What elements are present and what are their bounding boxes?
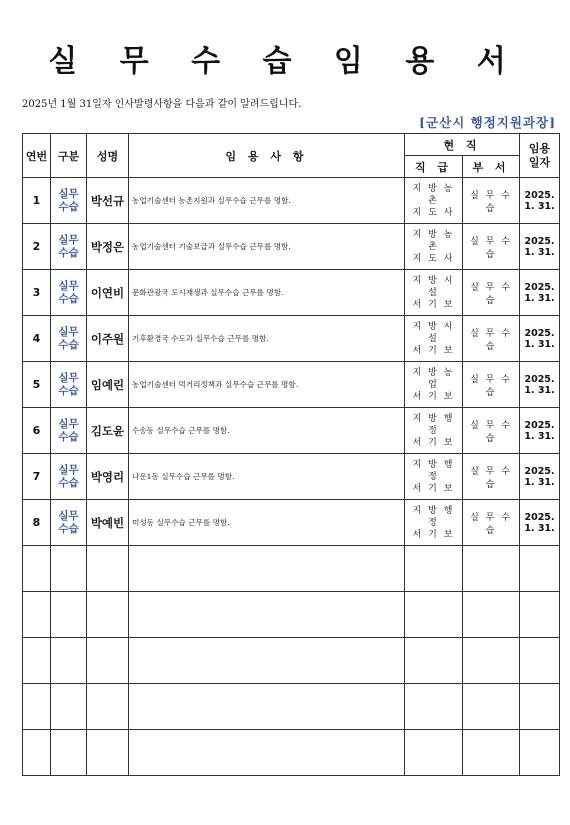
row-date-line2: 1. 31. <box>524 522 555 534</box>
header-current: 현 직 <box>405 134 520 156</box>
row-date <box>520 270 560 316</box>
row-category: 실무수습 <box>51 362 87 408</box>
row-grade <box>405 270 463 316</box>
empty-cell <box>463 638 520 684</box>
row-number: 4 <box>23 316 51 362</box>
header-detail: 임 용 사 항 <box>129 134 405 178</box>
row-date-line1: 2025. <box>524 419 555 431</box>
row-grade-line1: 지 방 농 업 <box>412 367 455 390</box>
empty-cell <box>405 638 463 684</box>
row-date-line2: 1. 31. <box>524 292 555 304</box>
empty-row <box>23 546 560 592</box>
empty-cell <box>129 684 405 730</box>
row-grade-line1: 지 방 행 정 <box>412 413 455 436</box>
row-grade-line2: 서 기 보 <box>412 299 455 310</box>
row-date <box>520 454 560 500</box>
row-grade <box>405 316 463 362</box>
empty-cell <box>23 546 51 592</box>
empty-row <box>23 684 560 730</box>
row-grade-line1: 지 방 시 설 <box>412 321 455 344</box>
empty-cell <box>23 684 51 730</box>
empty-cell <box>520 592 560 638</box>
row-detail: 농업기술센터 기술보급과 실무수습 근무를 명함. <box>129 224 405 270</box>
row-grade-line2: 서 기 보 <box>412 483 455 494</box>
empty-cell <box>23 592 51 638</box>
header-grade: 직 급 <box>405 156 463 178</box>
empty-cell <box>463 546 520 592</box>
row-category: 실무수습 <box>51 500 87 546</box>
empty-cell <box>87 546 129 592</box>
header-name: 성명 <box>87 134 129 178</box>
row-unit: 실 무 수 습 <box>463 178 520 224</box>
empty-cell <box>463 684 520 730</box>
row-date-line2: 1. 31. <box>524 200 555 212</box>
row-category: 실무수습 <box>51 408 87 454</box>
row-date-line2: 1. 31. <box>524 246 555 258</box>
row-name: 박선규 <box>87 178 129 224</box>
row-number: 7 <box>23 454 51 500</box>
appointment-table <box>22 133 560 776</box>
empty-cell <box>51 546 87 592</box>
header-unit: 부 서 <box>463 156 520 178</box>
empty-cell <box>129 730 405 776</box>
row-date-line1: 2025. <box>524 373 555 385</box>
empty-cell <box>520 638 560 684</box>
department-label: [군산시 행정지원과장] <box>419 115 556 130</box>
row-category: 실무수습 <box>51 454 87 500</box>
empty-cell <box>23 638 51 684</box>
row-detail: 농업기술센터 농촌지원과 실무수습 근무를 명함. <box>129 178 405 224</box>
row-number: 5 <box>23 362 51 408</box>
row-date <box>520 224 560 270</box>
empty-row <box>23 730 560 776</box>
row-grade <box>405 362 463 408</box>
empty-cell <box>87 730 129 776</box>
row-grade-line2: 지 도 사 <box>412 253 455 264</box>
empty-cell <box>463 592 520 638</box>
row-grade-line1: 지 방 행 정 <box>412 459 455 482</box>
empty-cell <box>51 730 87 776</box>
empty-cell <box>51 638 87 684</box>
row-grade <box>405 500 463 546</box>
row-date-line2: 1. 31. <box>524 476 555 488</box>
row-unit: 실 무 수 습 <box>463 270 520 316</box>
table-body <box>23 178 560 776</box>
table-row <box>23 178 560 224</box>
header-no: 연번 <box>23 134 51 178</box>
row-grade-line2: 서 기 보 <box>412 437 455 448</box>
empty-cell <box>405 730 463 776</box>
row-unit: 실 무 수 습 <box>463 408 520 454</box>
row-date-line2: 1. 31. <box>524 338 555 350</box>
row-date <box>520 500 560 546</box>
row-detail: 기후환경국 수도과 실무수습 근무를 명함. <box>129 316 405 362</box>
row-grade-line1: 지 방 농 촌 <box>412 229 455 252</box>
row-date-line1: 2025. <box>524 235 555 247</box>
empty-cell <box>520 546 560 592</box>
row-category: 실무수습 <box>51 178 87 224</box>
table-row <box>23 454 560 500</box>
row-grade <box>405 454 463 500</box>
row-date <box>520 178 560 224</box>
row-grade-line1: 지 방 시 설 <box>412 275 455 298</box>
notice-text: 2025년 1월 31일자 인사발령사항을 다음과 같이 알려드립니다. <box>22 99 302 110</box>
empty-row <box>23 592 560 638</box>
table-row <box>23 224 560 270</box>
empty-cell <box>23 730 51 776</box>
empty-cell <box>405 546 463 592</box>
empty-cell <box>463 730 520 776</box>
row-number: 8 <box>23 500 51 546</box>
row-grade <box>405 178 463 224</box>
row-date <box>520 408 560 454</box>
row-category: 실무수습 <box>51 270 87 316</box>
row-number: 1 <box>23 178 51 224</box>
table-row <box>23 362 560 408</box>
row-name: 이연비 <box>87 270 129 316</box>
row-grade-line2: 지 도 사 <box>412 207 455 218</box>
empty-cell <box>129 546 405 592</box>
row-number: 6 <box>23 408 51 454</box>
row-date-line1: 2025. <box>524 511 555 523</box>
row-detail: 나운1동 실무수습 근무를 명함. <box>129 454 405 500</box>
row-number: 3 <box>23 270 51 316</box>
empty-cell <box>87 592 129 638</box>
header-category: 구분 <box>51 134 87 178</box>
row-grade <box>405 408 463 454</box>
row-detail: 문화관광국 도시재생과 실무수습 근무를 명함. <box>129 270 405 316</box>
row-grade-line2: 서 기 보 <box>412 391 455 402</box>
row-detail: 농업기술센터 먹거리정책과 실무수습 근무를 명함. <box>129 362 405 408</box>
empty-cell <box>87 684 129 730</box>
row-date-line1: 2025. <box>524 281 555 293</box>
row-grade-line1: 지 방 농 촌 <box>412 183 455 206</box>
table-row <box>23 408 560 454</box>
row-date-line1: 2025. <box>524 189 555 201</box>
row-name: 임예린 <box>87 362 129 408</box>
row-number: 2 <box>23 224 51 270</box>
empty-cell <box>129 638 405 684</box>
row-category: 실무수습 <box>51 224 87 270</box>
row-detail: 미성동 실무수습 근무를 명함. <box>129 500 405 546</box>
row-grade-line2: 서 기 보 <box>412 345 455 356</box>
row-name: 김도윤 <box>87 408 129 454</box>
row-name: 박정은 <box>87 224 129 270</box>
empty-cell <box>405 684 463 730</box>
empty-cell <box>520 730 560 776</box>
row-date <box>520 362 560 408</box>
empty-cell <box>51 592 87 638</box>
row-grade <box>405 224 463 270</box>
empty-cell <box>405 592 463 638</box>
document-title: 실 무 수 습 임 용 서 <box>48 44 522 79</box>
row-date <box>520 316 560 362</box>
row-date-line1: 2025. <box>524 465 555 477</box>
row-name: 박영리 <box>87 454 129 500</box>
empty-row <box>23 638 560 684</box>
row-unit: 실 무 수 습 <box>463 362 520 408</box>
empty-cell <box>51 684 87 730</box>
empty-cell <box>129 592 405 638</box>
row-unit: 실 무 수 습 <box>463 316 520 362</box>
row-grade-line1: 지 방 행 정 <box>412 505 455 528</box>
row-category: 실무수습 <box>51 316 87 362</box>
row-unit: 실 무 수 습 <box>463 500 520 546</box>
table-row <box>23 316 560 362</box>
table-row <box>23 270 560 316</box>
row-name: 박예빈 <box>87 500 129 546</box>
row-unit: 실 무 수 습 <box>463 224 520 270</box>
row-date-line2: 1. 31. <box>524 430 555 442</box>
row-date-line1: 2025. <box>524 327 555 339</box>
row-date-line2: 1. 31. <box>524 384 555 396</box>
empty-cell <box>87 638 129 684</box>
row-name: 이주원 <box>87 316 129 362</box>
row-detail: 수송동 실무수습 근무를 명함. <box>129 408 405 454</box>
table-row <box>23 500 560 546</box>
row-unit: 실 무 수 습 <box>463 454 520 500</box>
empty-cell <box>520 684 560 730</box>
header-date: 임용일자 <box>520 134 560 178</box>
row-grade-line2: 서 기 보 <box>412 529 455 540</box>
